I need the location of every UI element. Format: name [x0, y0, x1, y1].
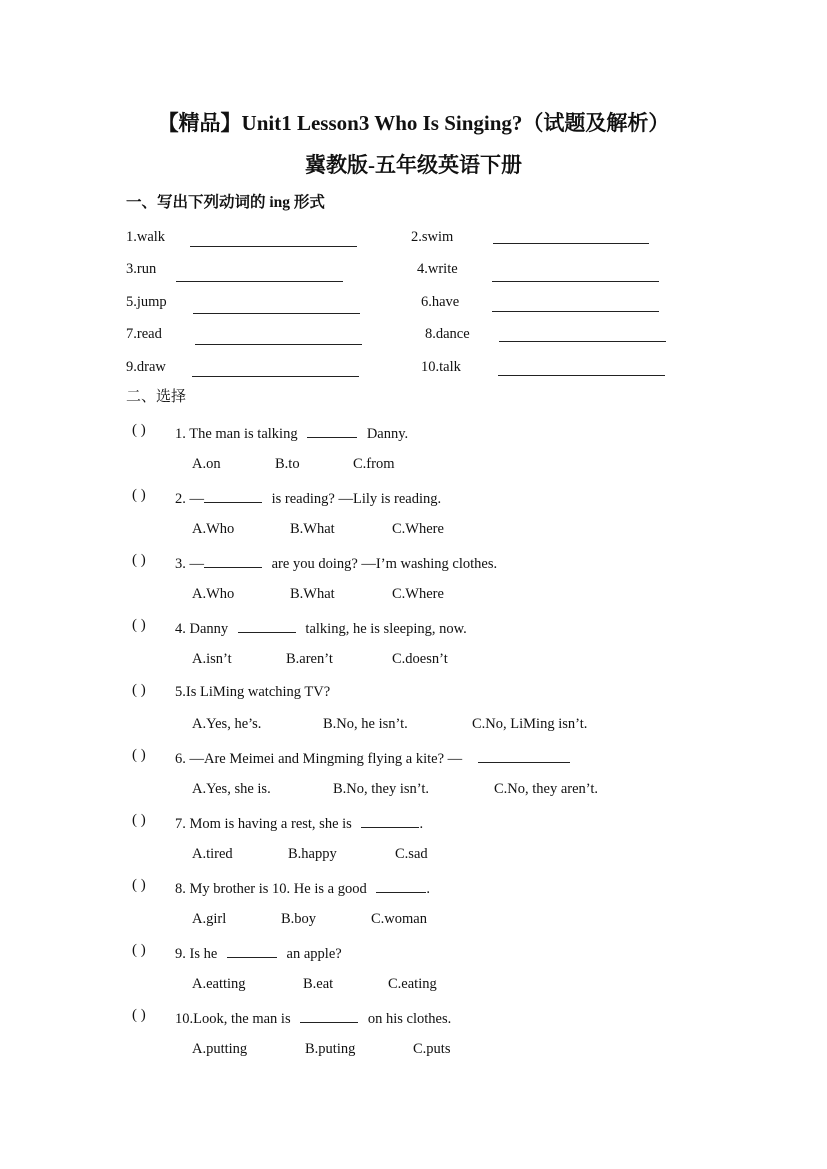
option-c[interactable]: C.eating	[388, 976, 437, 992]
question-text: 6. —Are Meimei and Mingming flying a kite? —	[175, 751, 463, 767]
section2-heading: 二、选择	[126, 389, 187, 405]
option-c[interactable]: C.puts	[413, 1041, 451, 1057]
option-c[interactable]: C.No, LiMing isn’t.	[472, 716, 588, 732]
question-text: Danny.	[366, 426, 409, 442]
question-stem	[175, 813, 423, 833]
option-b[interactable]: B.to	[275, 456, 300, 472]
option-b[interactable]: B.boy	[281, 911, 317, 927]
fill-blank[interactable]	[204, 553, 262, 568]
option-c[interactable]: C.from	[353, 456, 395, 472]
question-text: on his clothes.	[367, 1011, 452, 1027]
question-text: 1. The man is talking	[175, 426, 298, 442]
fill-blank[interactable]	[478, 748, 570, 763]
option-b[interactable]: B.happy	[288, 846, 337, 862]
word-item: 2.swim	[411, 229, 454, 245]
question-stem	[175, 488, 441, 508]
answer-blank[interactable]	[492, 281, 659, 282]
option-a[interactable]: A.tired	[192, 846, 233, 862]
answer-parens[interactable]: ( )	[132, 422, 146, 438]
option-c[interactable]: C.woman	[371, 911, 427, 927]
answer-blank[interactable]	[190, 246, 357, 247]
answer-blank[interactable]	[498, 375, 665, 376]
option-c[interactable]: C.doesn’t	[392, 651, 448, 667]
question-stem	[175, 618, 467, 638]
answer-parens[interactable]: ( )	[132, 747, 146, 763]
fill-blank[interactable]	[300, 1008, 358, 1023]
question-text: 7. Mom is having a rest, she is	[175, 816, 352, 832]
option-c[interactable]: C.No, they aren’t.	[494, 781, 599, 797]
option-a[interactable]: A.isn’t	[192, 651, 232, 667]
fill-blank[interactable]	[361, 813, 419, 828]
option-a[interactable]: A.Yes, she is.	[192, 781, 271, 797]
fill-blank[interactable]	[376, 878, 426, 893]
answer-blank[interactable]	[499, 341, 666, 342]
answer-parens[interactable]: ( )	[132, 1007, 146, 1023]
question-stem	[175, 1008, 451, 1028]
question-text: 4. Danny	[175, 621, 229, 637]
fill-blank[interactable]	[238, 618, 296, 633]
answer-blank[interactable]	[176, 281, 343, 282]
question-text: 3. —	[175, 556, 204, 572]
option-b[interactable]: B.What	[290, 521, 335, 537]
word-item: 10.talk	[421, 359, 461, 375]
fill-blank[interactable]	[227, 943, 277, 958]
option-b[interactable]: B.eat	[303, 976, 334, 992]
answer-blank[interactable]	[493, 243, 649, 244]
answer-parens[interactable]: ( )	[132, 487, 146, 503]
answer-blank[interactable]	[195, 344, 362, 345]
answer-blank[interactable]	[492, 311, 659, 312]
option-a[interactable]: A.Yes, he’s.	[192, 716, 262, 732]
question-text: 2. —	[175, 491, 204, 507]
question-text: talking, he is sleeping, now.	[305, 621, 467, 637]
option-b[interactable]: B.puting	[305, 1041, 356, 1057]
option-a[interactable]: A.on	[192, 456, 221, 472]
option-c[interactable]: C.sad	[395, 846, 428, 862]
section1-heading: 一、写出下列动词的 ing 形式	[126, 194, 325, 211]
question-stem	[175, 553, 497, 573]
answer-parens[interactable]: ( )	[132, 552, 146, 568]
word-item: 4.write	[417, 261, 458, 277]
word-item: 6.have	[421, 294, 460, 310]
option-a[interactable]: A.girl	[192, 911, 227, 927]
option-b[interactable]: B.No, they isn’t.	[333, 781, 429, 797]
word-item: 8.dance	[425, 326, 470, 342]
option-c[interactable]: C.Where	[392, 586, 444, 602]
answer-parens[interactable]: ( )	[132, 942, 146, 958]
question-text: .	[419, 816, 424, 832]
option-a[interactable]: A.putting	[192, 1041, 248, 1057]
fill-blank[interactable]	[204, 488, 262, 503]
answer-parens[interactable]: ( )	[132, 682, 146, 698]
option-b[interactable]: B.What	[290, 586, 335, 602]
question-text: 10.Look, the man is	[175, 1011, 291, 1027]
option-c[interactable]: C.Where	[392, 521, 444, 537]
option-b[interactable]: B.No, he isn’t.	[323, 716, 408, 732]
answer-blank[interactable]	[193, 313, 360, 314]
question-stem	[175, 878, 430, 898]
option-b[interactable]: B.aren’t	[286, 651, 333, 667]
question-text: 8. My brother is 10. He is a good	[175, 881, 367, 897]
fill-blank[interactable]	[307, 423, 357, 438]
question-text: is reading? —Lily is reading.	[271, 491, 442, 507]
question-text: an apple?	[286, 946, 342, 962]
answer-parens[interactable]: ( )	[132, 812, 146, 828]
option-a[interactable]: A.Who	[192, 521, 235, 537]
question-text: 5.Is LiMing watching TV?	[175, 684, 331, 700]
answer-blank[interactable]	[192, 376, 359, 377]
option-a[interactable]: A.eatting	[192, 976, 246, 992]
page-subtitle: 冀教版-五年级英语下册	[305, 153, 522, 177]
word-item: 3.run	[126, 261, 157, 277]
word-item: 1.walk	[126, 229, 166, 245]
question-text: 9. Is he	[175, 946, 218, 962]
word-item: 7.read	[126, 326, 162, 342]
word-item: 9.draw	[126, 359, 166, 375]
question-stem	[175, 943, 342, 963]
question-stem	[175, 748, 570, 768]
question-text: .	[426, 881, 430, 897]
option-a[interactable]: A.Who	[192, 586, 235, 602]
question-text: are you doing? —I’m washing clothes.	[271, 556, 498, 572]
word-item: 5.jump	[126, 294, 167, 310]
page-title: 【精品】Unit1 Lesson3 Who Is Singing?（试题及解析）	[157, 111, 670, 135]
answer-parens[interactable]: ( )	[132, 617, 146, 633]
question-stem	[175, 423, 408, 443]
answer-parens[interactable]: ( )	[132, 877, 146, 893]
